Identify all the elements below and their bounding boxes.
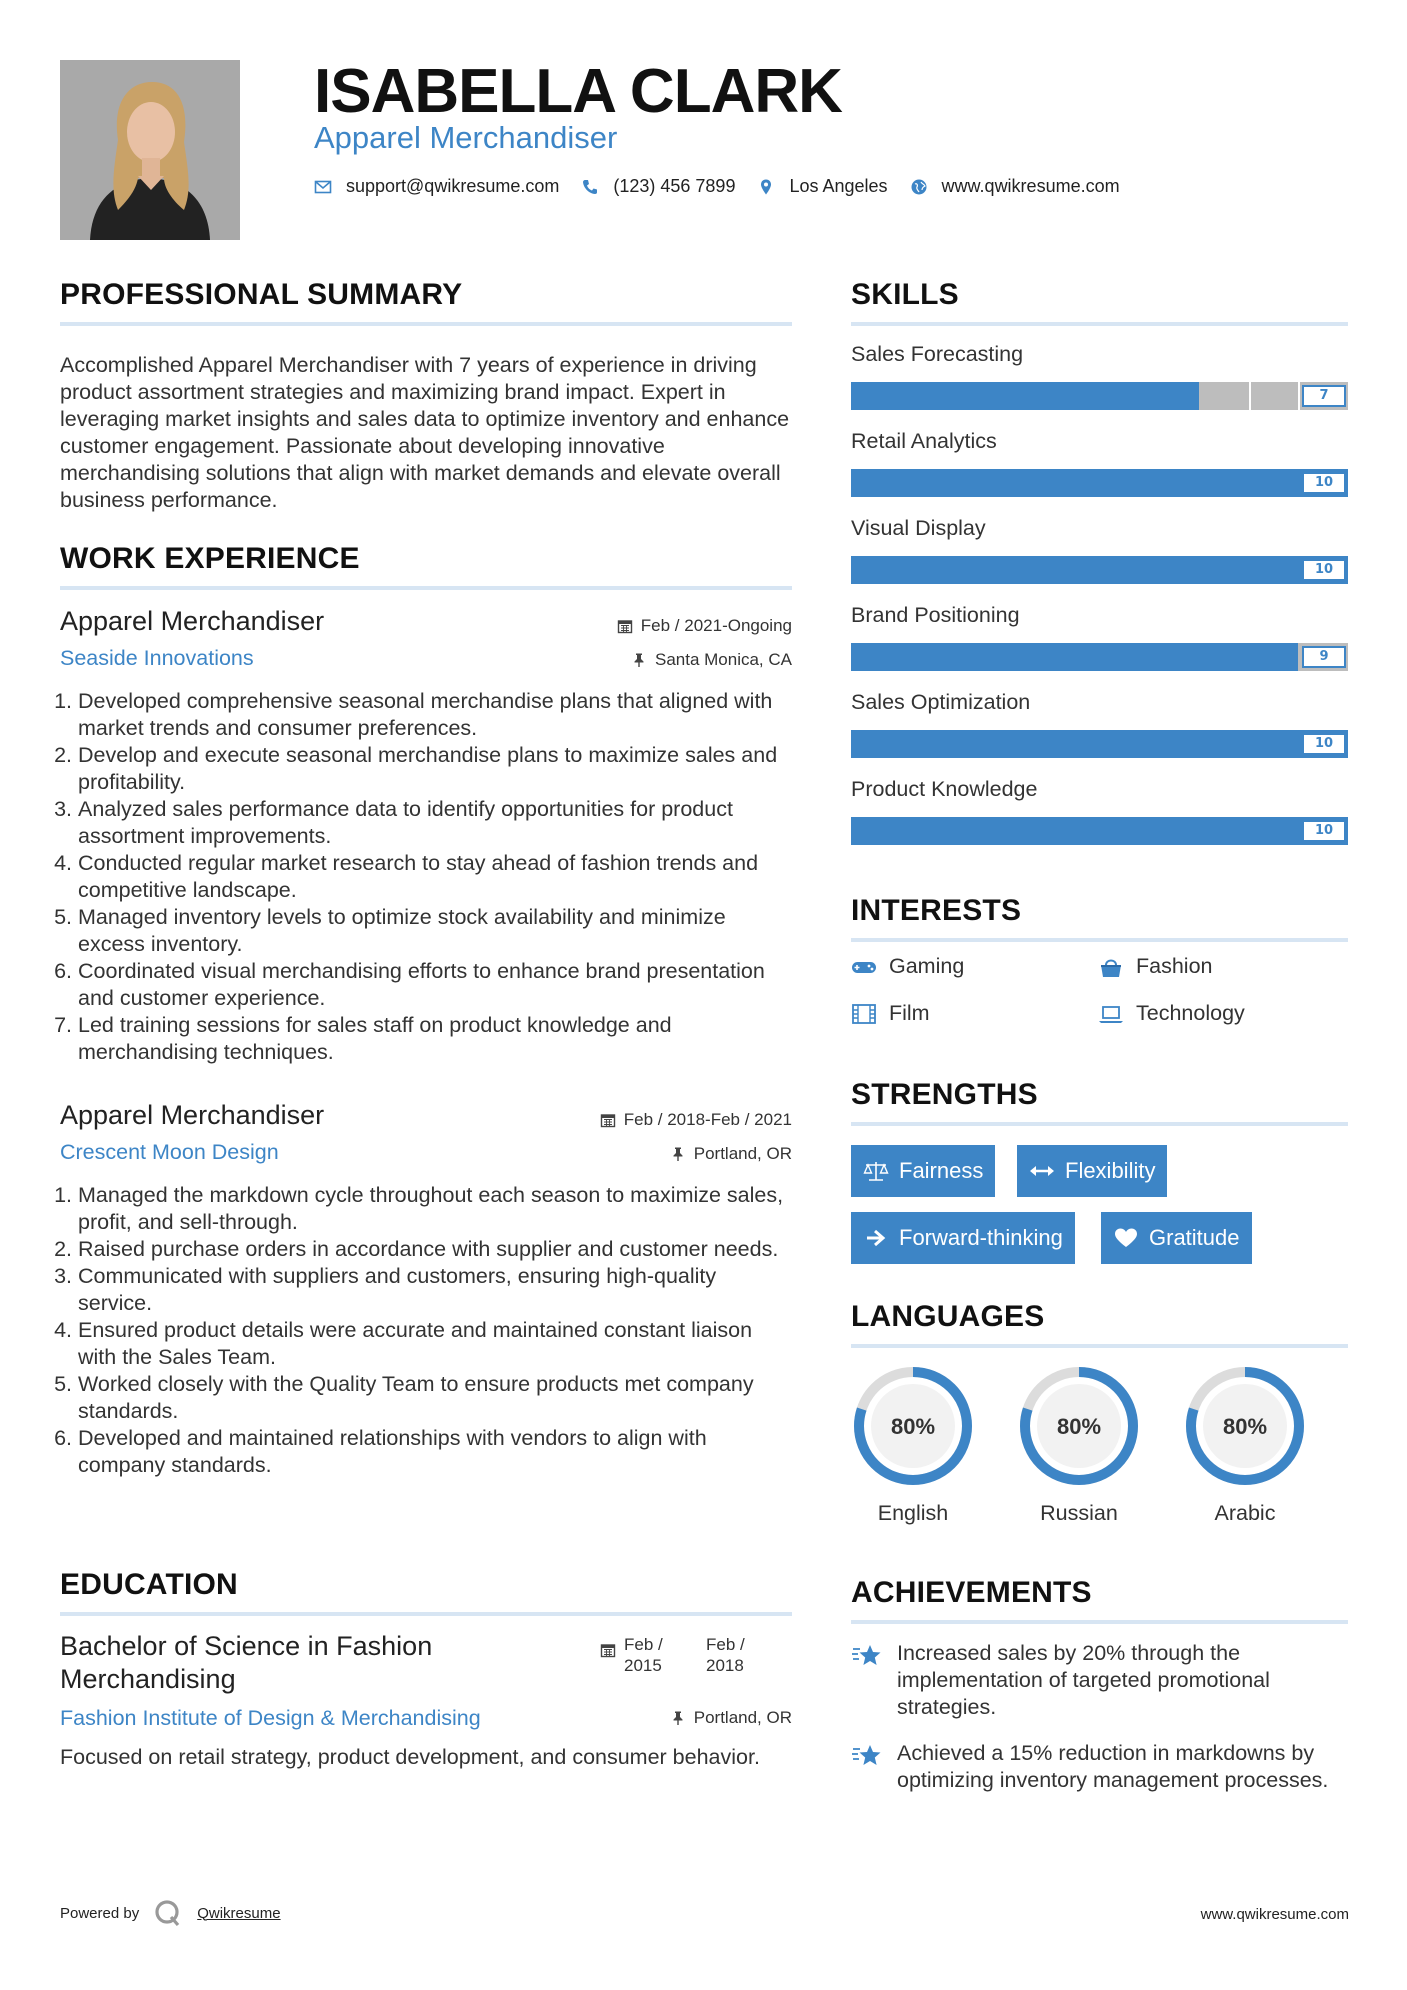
skill-bar-segment bbox=[1298, 382, 1300, 410]
skill-score-badge: 7 bbox=[1302, 385, 1346, 407]
language-ring bbox=[1183, 1364, 1307, 1488]
laptop-icon bbox=[1098, 1003, 1124, 1025]
interest-label: Film bbox=[889, 1001, 930, 1025]
achievements-heading: ACHIEVEMENTS bbox=[851, 1576, 1092, 1609]
contact-location bbox=[757, 176, 887, 197]
powered-by-text: Powered by bbox=[60, 1904, 140, 1922]
job-location bbox=[670, 1144, 792, 1164]
skill-bar bbox=[851, 817, 1348, 845]
summary-heading: PROFESSIONAL SUMMARY bbox=[60, 278, 463, 311]
job-company: Seaside Innovations bbox=[60, 646, 254, 670]
job-title: Apparel Merchandiser bbox=[60, 606, 325, 636]
gamepad-icon bbox=[851, 956, 877, 978]
job-bullet: 2. Develop and execute seasonal merchandise plans to maximize sales and profitability. bbox=[78, 742, 792, 796]
strength-label: Gratitude bbox=[1149, 1225, 1240, 1250]
skills-heading: SKILLS bbox=[851, 278, 959, 311]
skill-label: Product Knowledge bbox=[851, 777, 1038, 801]
footer-brand-link[interactable]: Qwikresume bbox=[197, 1904, 281, 1922]
job-bullet: 3. Analyzed sales performance data to identify opportunities for product assortment improvements. bbox=[78, 796, 792, 850]
education-end-year: 2018 bbox=[706, 1656, 744, 1675]
skill-bar bbox=[851, 643, 1348, 671]
language-item bbox=[851, 1364, 975, 1526]
contact-phone[interactable] bbox=[581, 176, 735, 197]
education-heading: EDUCATION bbox=[60, 1568, 238, 1601]
job-bullet: 3. Communicated with suppliers and customers, ensuring high-quality service. bbox=[78, 1263, 792, 1317]
map-marker-icon bbox=[757, 178, 775, 196]
achievement-text: Achieved a 15% reduction in markdowns by optimizing inventory management processes. bbox=[897, 1741, 1329, 1792]
star-trophy-icon bbox=[851, 1742, 883, 1770]
languages-heading-block bbox=[851, 1300, 1348, 1348]
achievements-list bbox=[851, 1640, 1348, 1840]
job-location bbox=[631, 650, 792, 670]
section-divider bbox=[851, 322, 1348, 326]
education-location bbox=[670, 1708, 792, 1728]
language-percent: 80% bbox=[890, 1414, 936, 1439]
languages-list bbox=[851, 1364, 1348, 1534]
language-percent: 80% bbox=[1056, 1414, 1102, 1439]
language-percent: 80% bbox=[1222, 1414, 1268, 1439]
phone-text: (123) 456 7899 bbox=[613, 176, 736, 196]
education-location-text: Portland, OR bbox=[693, 1708, 792, 1727]
pushpin-icon bbox=[631, 652, 647, 668]
education-start-month: Feb / bbox=[624, 1635, 663, 1654]
job-bullet: 1. Developed comprehensive seasonal merchandise plans that aligned with market trends and consumer preferences. bbox=[78, 688, 792, 742]
summary-text: Accomplished Apparel Merchandiser with 7 years of experience in driving product assortment strategies and maximizing brand impact. Expert in leveraging market insights and sales data to optimize inventory and enhance customer engagement. Passionate about developing innovative merchandising solutions that align with market demands and elevate overall business performance. bbox=[60, 353, 790, 512]
footer-powered-by bbox=[60, 1898, 281, 1928]
interests-list bbox=[851, 954, 1348, 1044]
language-ring bbox=[1017, 1364, 1141, 1488]
summary-section bbox=[60, 278, 792, 514]
contact-email[interactable] bbox=[314, 176, 559, 197]
section-divider bbox=[60, 1612, 792, 1616]
job-dates-text: Feb / 2021-Ongoing bbox=[640, 616, 792, 635]
skill-label: Sales Forecasting bbox=[851, 342, 1024, 366]
strength-label: Flexibility bbox=[1065, 1158, 1156, 1183]
calendar-icon bbox=[617, 618, 633, 634]
job-bullets bbox=[60, 688, 792, 1066]
job-entry-2 bbox=[60, 1100, 792, 1520]
skill-score-badge: 10 bbox=[1302, 820, 1346, 842]
interest-item bbox=[1098, 1001, 1245, 1026]
skill-bar-segment bbox=[1249, 382, 1251, 410]
language-name: Russian bbox=[1040, 1501, 1118, 1525]
experience-heading-block bbox=[60, 542, 792, 590]
profile-photo bbox=[60, 60, 240, 240]
candidate-name: ISABELLA CLARK bbox=[314, 57, 842, 126]
interests-heading: INTERESTS bbox=[851, 894, 1022, 927]
job-bullet: 6. Coordinated visual merchandising efforts to enhance brand presentation and customer experience. bbox=[78, 958, 792, 1012]
skill-score-badge: 10 bbox=[1302, 733, 1346, 755]
strength-chip bbox=[851, 1212, 1075, 1264]
job-bullet: 6. Developed and maintained relationships with vendors to align with company standards. bbox=[78, 1425, 792, 1479]
calendar-icon bbox=[600, 1642, 616, 1658]
section-divider bbox=[60, 322, 792, 326]
shopping-bag-icon bbox=[1098, 956, 1124, 978]
interest-label: Technology bbox=[1136, 1001, 1245, 1025]
skill-label: Sales Optimization bbox=[851, 690, 1031, 714]
strength-chip bbox=[1101, 1212, 1252, 1264]
language-name: Arabic bbox=[1214, 1501, 1276, 1525]
contact-website[interactable] bbox=[910, 176, 1120, 197]
skill-label: Brand Positioning bbox=[851, 603, 1020, 627]
language-item bbox=[1017, 1364, 1141, 1526]
language-name: English bbox=[877, 1501, 949, 1525]
experience-heading: WORK EXPERIENCE bbox=[60, 542, 360, 575]
skill-label: Retail Analytics bbox=[851, 429, 997, 453]
film-icon bbox=[851, 1003, 877, 1025]
arrows-horizontal-icon bbox=[1029, 1160, 1055, 1182]
education-end-month: Feb / bbox=[706, 1635, 745, 1654]
interest-item bbox=[851, 954, 964, 979]
job-entry-1 bbox=[60, 606, 792, 1066]
education-end bbox=[706, 1634, 745, 1676]
skill-bar bbox=[851, 730, 1348, 758]
job-bullet: 2. Raised purchase orders in accordance with supplier and customer needs. bbox=[78, 1236, 792, 1263]
education-entry bbox=[60, 1630, 792, 1810]
globe-icon bbox=[910, 178, 928, 196]
education-start bbox=[624, 1634, 692, 1676]
interest-item bbox=[851, 1001, 930, 1026]
achievement-text: Increased sales by 20% through the implementation of targeted promotional strategies. bbox=[897, 1641, 1270, 1719]
job-bullet: 7. Led training sessions for sales staff on product knowledge and merchandising techniques. bbox=[78, 1012, 792, 1066]
footer-site[interactable]: www.qwikresume.com bbox=[1200, 1906, 1349, 1923]
interest-label: Gaming bbox=[889, 954, 965, 978]
language-ring bbox=[851, 1364, 975, 1488]
job-dates bbox=[617, 616, 792, 636]
phone-icon bbox=[581, 178, 599, 196]
education-start-year: 2015 bbox=[624, 1656, 662, 1675]
skill-score-badge: 10 bbox=[1302, 472, 1346, 494]
email-text: support@qwikresume.com bbox=[346, 176, 560, 196]
job-title: Apparel Merchandiser bbox=[60, 1100, 325, 1130]
star-trophy-icon bbox=[851, 1642, 883, 1670]
skills-list bbox=[851, 342, 1348, 852]
contact-row bbox=[314, 176, 1142, 197]
skill-score-badge: 9 bbox=[1302, 646, 1346, 668]
section-divider bbox=[851, 1344, 1348, 1348]
education-dates bbox=[600, 1634, 745, 1676]
skill-bar bbox=[851, 469, 1348, 497]
job-dates bbox=[600, 1110, 792, 1130]
skills-heading-block bbox=[851, 278, 1348, 326]
job-bullet: 4. Conducted regular market research to stay ahead of fashion trends and competitive landscape. bbox=[78, 850, 792, 904]
heart-icon bbox=[1113, 1227, 1139, 1249]
balance-scale-icon bbox=[863, 1160, 889, 1182]
strengths-heading: STRENGTHS bbox=[851, 1078, 1038, 1111]
section-divider bbox=[851, 1122, 1348, 1126]
calendar-icon bbox=[600, 1112, 616, 1128]
pushpin-icon bbox=[670, 1710, 686, 1726]
degree-title: Bachelor of Science in Fashion Merchandising bbox=[60, 1631, 433, 1694]
education-heading-block bbox=[60, 1568, 792, 1616]
achievement-item bbox=[851, 1740, 1348, 1794]
qwikresume-logo-icon bbox=[153, 1898, 183, 1928]
languages-heading: LANGUAGES bbox=[851, 1300, 1045, 1333]
website-text: www.qwikresume.com bbox=[941, 176, 1120, 196]
interest-item bbox=[1098, 954, 1213, 979]
location-text: Los Angeles bbox=[789, 176, 888, 196]
job-dates-text: Feb / 2018-Feb / 2021 bbox=[623, 1110, 792, 1129]
job-bullet: 4. Ensured product details were accurate and maintained constant liaison with the Sales Team. bbox=[78, 1317, 792, 1371]
job-company: Crescent Moon Design bbox=[60, 1140, 279, 1164]
achievement-item bbox=[851, 1640, 1348, 1721]
arrow-right-icon bbox=[863, 1227, 889, 1249]
job-bullets bbox=[60, 1182, 792, 1479]
skill-label: Visual Display bbox=[851, 516, 986, 540]
school-name: Fashion Institute of Design & Merchandising bbox=[60, 1706, 481, 1730]
job-location-text: Santa Monica, CA bbox=[654, 650, 792, 669]
achievements-heading-block bbox=[851, 1576, 1348, 1624]
job-bullet: 1. Managed the markdown cycle throughout each season to maximize sales, profit, and sell-through. bbox=[78, 1182, 792, 1236]
interests-heading-block bbox=[851, 894, 1348, 942]
interest-label: Fashion bbox=[1136, 954, 1213, 978]
job-bullet: 5. Worked closely with the Quality Team to ensure products met company standards. bbox=[78, 1371, 792, 1425]
strength-chip bbox=[1017, 1145, 1167, 1197]
strength-chip bbox=[851, 1145, 995, 1197]
skill-score-badge: 10 bbox=[1302, 559, 1346, 581]
job-bullet: 5. Managed inventory levels to optimize stock availability and minimize excess inventory. bbox=[78, 904, 792, 958]
envelope-icon bbox=[314, 178, 332, 196]
section-divider bbox=[851, 938, 1348, 942]
skill-bar bbox=[851, 382, 1348, 410]
education-description: Focused on retail strategy, product development, and consumer behavior. bbox=[60, 1745, 760, 1769]
section-divider bbox=[851, 1620, 1348, 1624]
job-location-text: Portland, OR bbox=[693, 1144, 792, 1163]
strength-label: Fairness bbox=[899, 1158, 984, 1183]
language-item bbox=[1183, 1364, 1307, 1526]
strengths-heading-block bbox=[851, 1078, 1348, 1126]
section-divider bbox=[60, 586, 792, 590]
skill-bar bbox=[851, 556, 1348, 584]
pushpin-icon bbox=[670, 1146, 686, 1162]
strengths-list bbox=[851, 1145, 1348, 1265]
strength-label: Forward-thinking bbox=[899, 1225, 1063, 1250]
candidate-title: Apparel Merchandiser bbox=[314, 120, 618, 155]
